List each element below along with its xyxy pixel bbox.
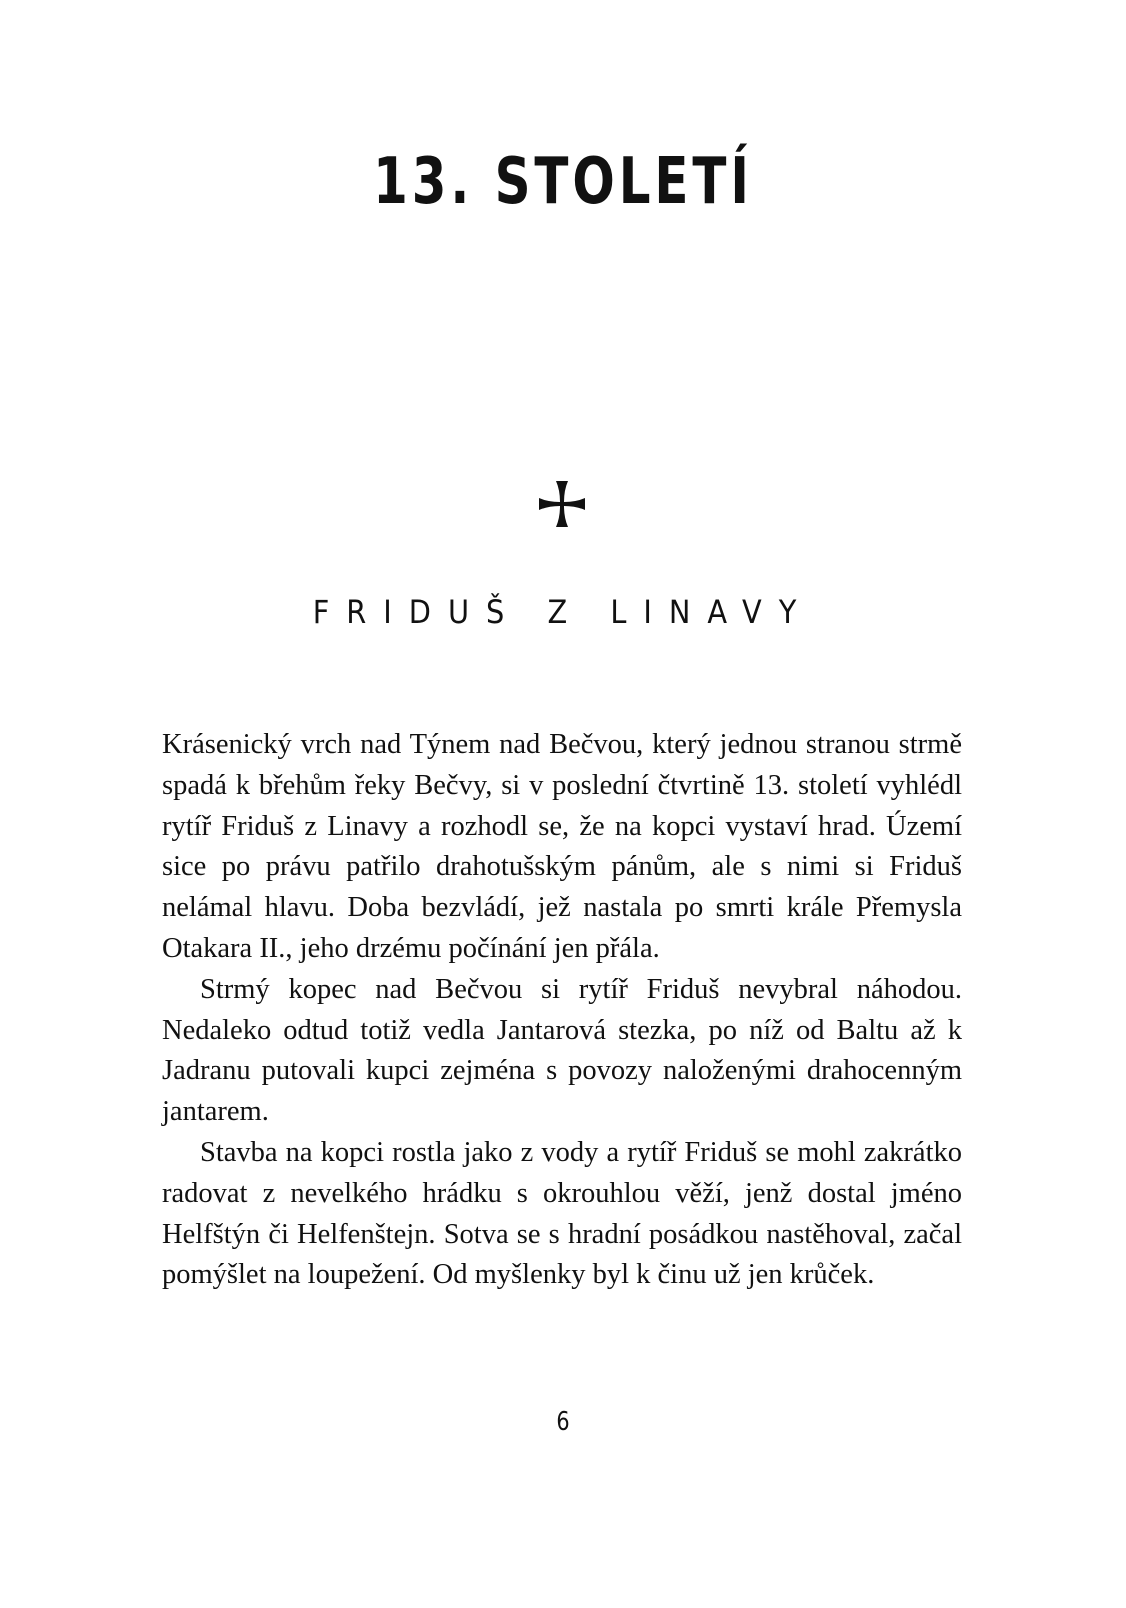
cross-pattee-icon	[536, 478, 588, 530]
section-title: FRIDUŠ Z LINAVY	[312, 593, 814, 631]
paragraph: Krásenický vrch nad Týnem nad Bečvou, který jednou stranou strmě spadá k břehům řeky Bečvy, si v poslední čtvrtině 13. století vyhlédl rytíř Friduš z Linavy a rozhodl se, že na kopci vystaví hrad. Území sice po právu patřilo drahotušským pánům, ale s nimi si Friduš nelámal hlavu. Doba bezvládí, jež nastala po smrti krále Přemysla Otakara II., jeho drzému počínání jen přála.	[162, 729, 962, 964]
page-number: 6	[556, 1407, 570, 1437]
chapter-title: 13. STOLETÍ	[373, 145, 753, 219]
body-text	[162, 725, 962, 1296]
paragraph: Strmý kopec nad Bečvou si rytíř Friduš nevybral náhodou. Nedaleko odtud totiž vedla Jantarová stezka, po níž od Baltu až k Jadranu putovali kupci zejména s povozy naloženými drahocenným jantarem.	[162, 973, 962, 1128]
paragraph: Stavba na kopci rostla jako z vody a rytíř Friduš se mohl zakrátko radovat z nevelkého hrádku s okrouhlou věží, jenž dostal jméno Helfštýn či Helfenštejn. Sotva se s hradní posádkou nastěhoval, začal pomýšlet na loupežení. Od myšlenky byl k činu už jen krůček.	[162, 1136, 962, 1291]
